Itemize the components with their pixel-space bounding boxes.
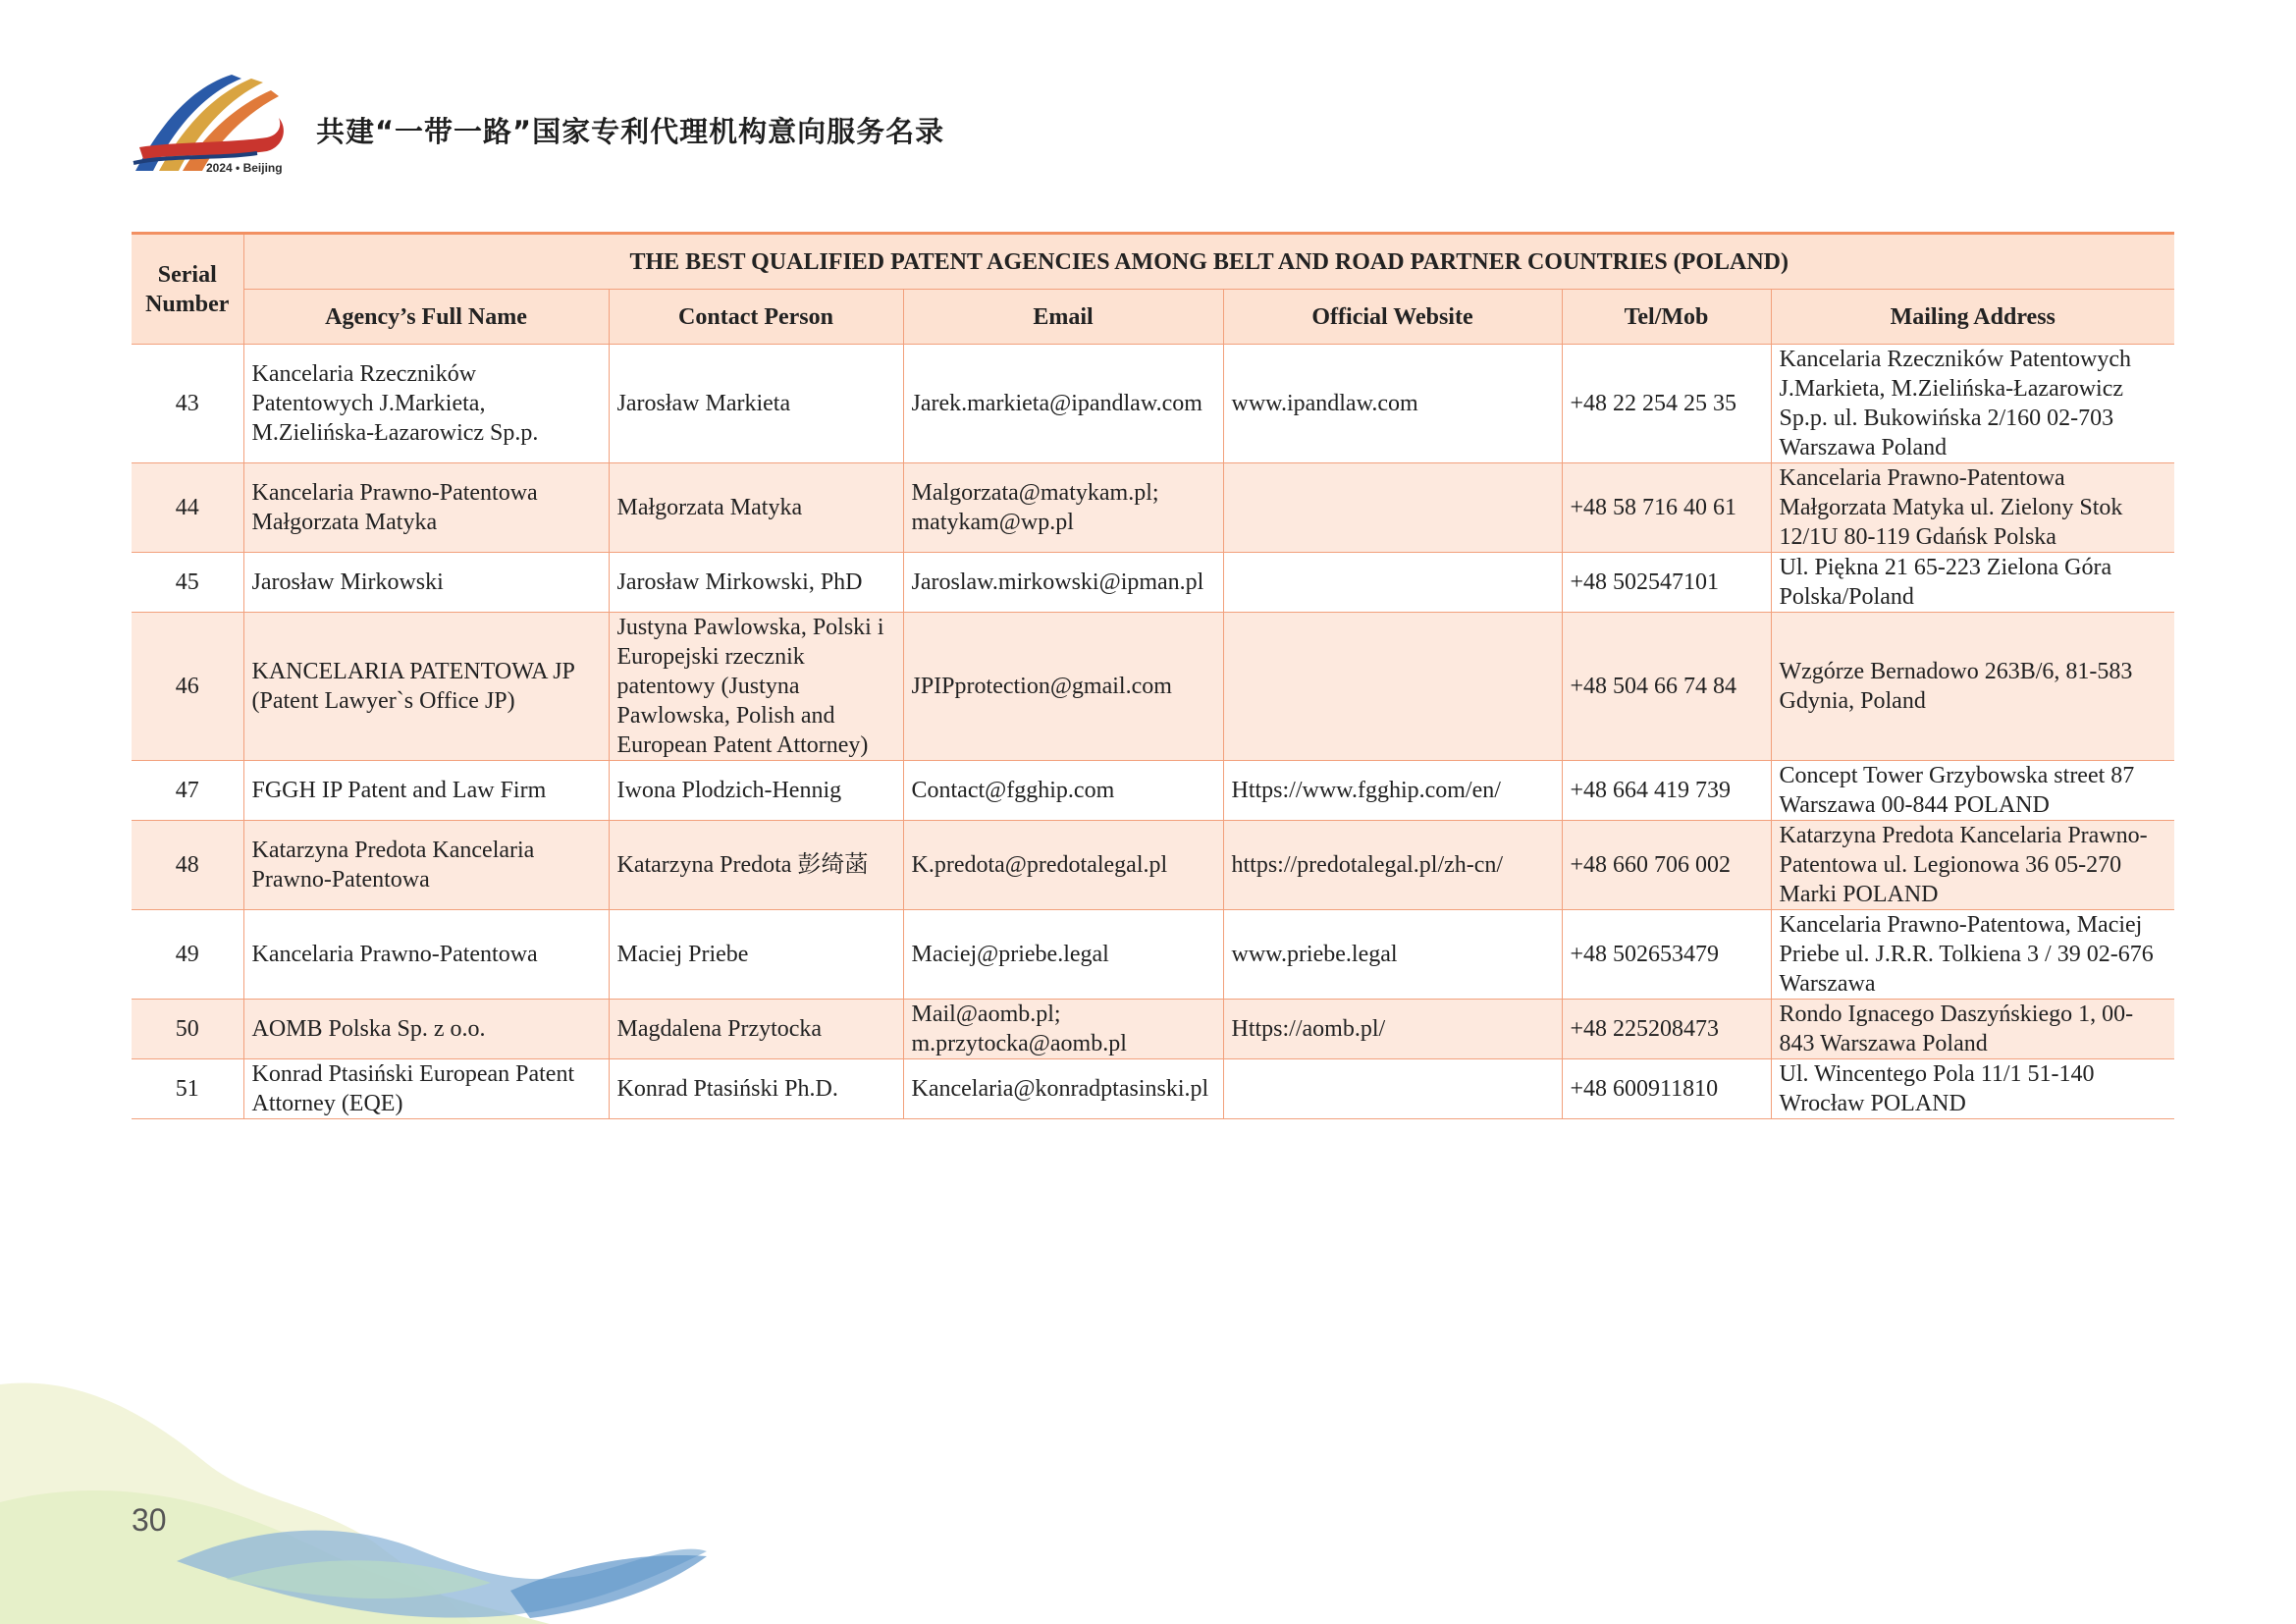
document-title: 共建“一带一路”国家专利代理机构意向服务名录	[316, 115, 945, 148]
agency-name-cell: Kancelaria Prawno-Patentowa	[243, 910, 609, 1000]
contact-person-cell: Konrad Ptasiński Ph.D.	[609, 1059, 903, 1119]
tel-cell: +48 660 706 002	[1562, 821, 1771, 910]
serial-cell: 47	[132, 761, 243, 821]
tel-cell: +48 225208473	[1562, 1000, 1771, 1059]
website-cell: https://predotalegal.pl/zh-cn/	[1223, 821, 1562, 910]
agency-table	[132, 232, 2174, 1119]
address-header: Mailing Address	[1771, 290, 2174, 345]
serial-cell: 45	[132, 553, 243, 613]
tel-cell: +48 502653479	[1562, 910, 1771, 1000]
address-cell: Wzgórze Bernadowo 263B/6, 81-583 Gdynia, Poland	[1771, 613, 2174, 761]
contact-person-cell: Magdalena Przytocka	[609, 1000, 903, 1059]
serial-cell: 49	[132, 910, 243, 1000]
email-cell: Malgorzata@matykam.pl; matykam@wp.pl	[903, 463, 1223, 553]
contact-person-cell: Maciej Priebe	[609, 910, 903, 1000]
contact-person-cell: Jarosław Mirkowski, PhD	[609, 553, 903, 613]
serial-cell: 48	[132, 821, 243, 910]
address-cell: Concept Tower Grzybowska street 87 Warszawa 00-844 POLAND	[1771, 761, 2174, 821]
table-row	[132, 821, 2174, 910]
table-row	[132, 1059, 2174, 1119]
table-row	[132, 553, 2174, 613]
serial-cell: 43	[132, 345, 243, 463]
serial-cell: 46	[132, 613, 243, 761]
agency-name-header: Agency’s Full Name	[243, 290, 609, 345]
table-row	[132, 761, 2174, 821]
website-cell: Https://aomb.pl/	[1223, 1000, 1562, 1059]
website-cell	[1223, 553, 1562, 613]
contact-person-cell: Małgorzata Matyka	[609, 463, 903, 553]
table-banner: THE BEST QUALIFIED PATENT AGENCIES AMONG BELT AND ROAD PARTNER COUNTRIES (POLAND)	[243, 234, 2174, 290]
serial-cell: 44	[132, 463, 243, 553]
email-header: Email	[903, 290, 1223, 345]
decorative-wave	[0, 1355, 746, 1624]
email-cell: K.predota@predotalegal.pl	[903, 821, 1223, 910]
table-row	[132, 463, 2174, 553]
agency-name-cell: Kancelaria Rzeczników Patentowych J.Markieta, M.Zielińska-Łazarowicz Sp.p.	[243, 345, 609, 463]
agency-name-cell: KANCELARIA PATENTOWA JP (Patent Lawyer`s Office JP)	[243, 613, 609, 761]
table-row	[132, 1000, 2174, 1059]
address-cell: Katarzyna Predota Kancelaria Prawno-Patentowa ul. Legionowa 36 05-270 Marki POLAND	[1771, 821, 2174, 910]
contact-person-cell: Katarzyna Predota 彭绮菡	[609, 821, 903, 910]
tel-cell: +48 664 419 739	[1562, 761, 1771, 821]
website-cell	[1223, 1059, 1562, 1119]
address-cell: Ul. Piękna 21 65-223 Zielona Góra Polska/Poland	[1771, 553, 2174, 613]
tel-header: Tel/Mob	[1562, 290, 1771, 345]
tel-cell: +48 504 66 74 84	[1562, 613, 1771, 761]
website-cell: www.ipandlaw.com	[1223, 345, 1562, 463]
address-cell: Kancelaria Rzeczników Patentowych J.Markieta, M.Zielińska-Łazarowicz Sp.p. ul. Bukowińska 2/160 02-703 Warszawa Poland	[1771, 345, 2174, 463]
contact-person-cell: Jarosław Markieta	[609, 345, 903, 463]
address-cell: Kancelaria Prawno-Patentowa Małgorzata Matyka ul. Zielony Stok 12/1U 80-119 Gdańsk Polska	[1771, 463, 2174, 553]
website-cell	[1223, 463, 1562, 553]
agency-name-cell: Konrad Ptasiński European Patent Attorney (EQE)	[243, 1059, 609, 1119]
agency-name-cell: AOMB Polska Sp. z o.o.	[243, 1000, 609, 1059]
tel-cell: +48 58 716 40 61	[1562, 463, 1771, 553]
email-cell: Jarek.markieta@ipandlaw.com	[903, 345, 1223, 463]
website-cell: Https://www.fgghip.com/en/	[1223, 761, 1562, 821]
table-row	[132, 910, 2174, 1000]
contact-person-cell: Iwona Plodzich-Hennig	[609, 761, 903, 821]
page-number: 30	[132, 1502, 167, 1538]
serial-cell: 51	[132, 1059, 243, 1119]
tel-cell: +48 600911810	[1562, 1059, 1771, 1119]
serial-cell: 50	[132, 1000, 243, 1059]
address-cell: Kancelaria Prawno-Patentowa, Maciej Priebe ul. J.R.R. Tolkiena 3 / 39 02-676 Warszawa	[1771, 910, 2174, 1000]
agency-name-cell: FGGH IP Patent and Law Firm	[243, 761, 609, 821]
email-cell: Jaroslaw.mirkowski@ipman.pl	[903, 553, 1223, 613]
email-cell: Mail@aomb.pl; m.przytocka@aomb.pl	[903, 1000, 1223, 1059]
logo-caption: 2024 • Beijing	[206, 161, 283, 175]
tel-cell: +48 22 254 25 35	[1562, 345, 1771, 463]
address-cell: Ul. Wincentego Pola 11/1 51-140 Wrocław POLAND	[1771, 1059, 2174, 1119]
agency-name-cell: Jarosław Mirkowski	[243, 553, 609, 613]
agency-name-cell: Katarzyna Predota Kancelaria Prawno-Patentowa	[243, 821, 609, 910]
table-row	[132, 345, 2174, 463]
contact-person-cell: Justyna Pawlowska, Polski i Europejski rzecznik patentowy (Justyna Pawlowska, Polish and European Patent Attorney)	[609, 613, 903, 761]
website-cell	[1223, 613, 1562, 761]
email-cell: Maciej@priebe.legal	[903, 910, 1223, 1000]
email-cell: Contact@fgghip.com	[903, 761, 1223, 821]
website-cell: www.priebe.legal	[1223, 910, 1562, 1000]
email-cell: Kancelaria@konradptasinski.pl	[903, 1059, 1223, 1119]
address-cell: Rondo Ignacego Daszyńskiego 1, 00-843 Warszawa Poland	[1771, 1000, 2174, 1059]
email-cell: JPIPprotection@gmail.com	[903, 613, 1223, 761]
agency-name-cell: Kancelaria Prawno-Patentowa Małgorzata Matyka	[243, 463, 609, 553]
table-row	[132, 613, 2174, 761]
serial-number-header: Serial Number	[132, 234, 243, 345]
website-header: Official Website	[1223, 290, 1562, 345]
contact-person-header: Contact Person	[609, 290, 903, 345]
tel-cell: +48 502547101	[1562, 553, 1771, 613]
